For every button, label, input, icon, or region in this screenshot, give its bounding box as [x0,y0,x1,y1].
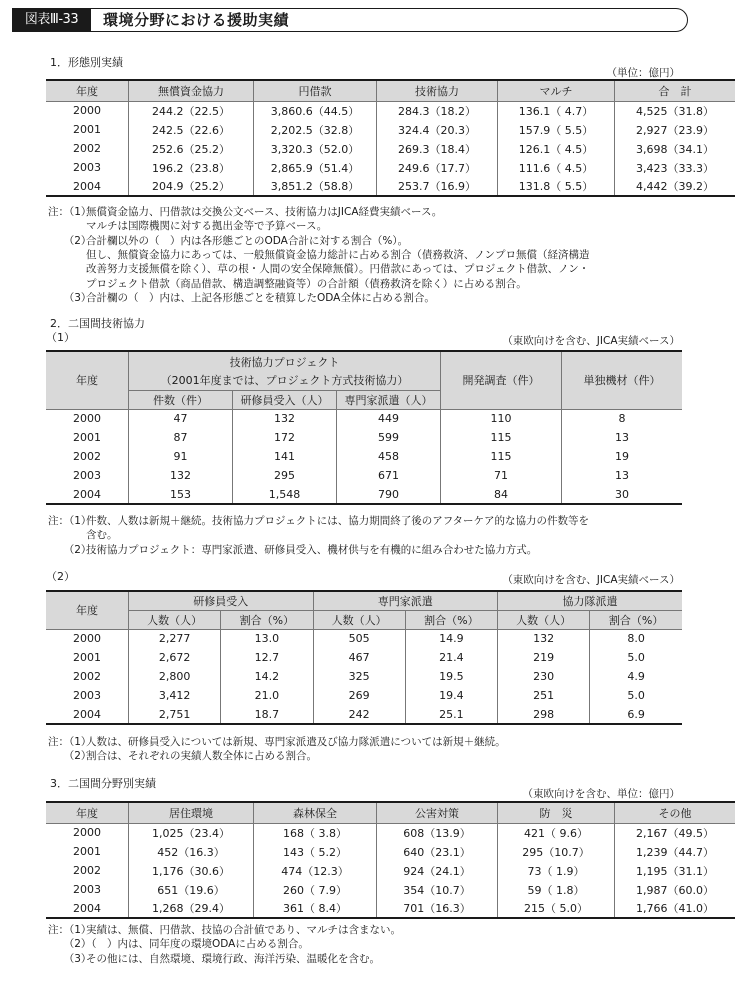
value-cell: 458 [337,447,441,466]
table-row [46,667,682,686]
value-cell: 651（19.6） [129,880,254,899]
value-cell: 2,865.9（51.4） [254,158,377,177]
value-cell: 1,548 [233,485,337,504]
table-row [46,120,735,139]
note-text: その他には、自然環境、環境行政、海洋汚染、温暖化を含む。 [86,952,380,965]
value-cell: 4,525（31.8） [615,101,735,120]
col-header: 年度 [46,80,129,101]
note-text: 技術協力プロジェクト：専門家派遣、研修員受入、機材供与を有機的に組み合わせた協力方式。 [86,543,538,556]
value-cell: 115 [441,447,562,466]
note-text: 件数、人数は新規＋継続。技術協力プロジェクトには、協力期間終了後のアフターケア的な協力の件数等を [86,515,590,527]
value-cell: 8 [562,409,683,428]
col-header: 森林保全 [254,802,377,823]
year-cell: 2004 [46,485,129,504]
col-people: 人数（人） [129,610,221,629]
value-cell: 21.4 [405,648,497,667]
note-label: （2） [48,750,92,763]
value-cell: 4.9 [590,667,682,686]
col-group-project-line1: 技術協力プロジェクト [129,351,441,371]
section-1-title: 1．形態別実績 [50,56,123,69]
value-cell: 924（24.1） [377,861,498,880]
note-text: マルチは国際機関に対する拠出金等で予算ベース。 [86,220,328,233]
value-cell: 284.3（18.2） [377,101,498,120]
col-header: 居住環境 [129,802,254,823]
value-cell: 131.8（ 5.5） [498,177,615,196]
year-cell: 2003 [46,686,129,705]
value-cell: 295 [233,466,337,485]
note-label: （2） [48,543,92,556]
value-cell: 157.9（ 5.5） [498,120,615,139]
value-cell: 253.7（16.9） [377,177,498,196]
year-cell: 2003 [46,466,129,485]
table-row [46,158,735,177]
value-cell: 3,860.6（44.5） [254,101,377,120]
table-row [46,177,735,196]
value-cell: 701（16.3） [377,899,498,918]
value-cell: 1,987（60.0） [615,880,735,899]
table-row [46,648,682,667]
value-cell: 3,423（33.3） [615,158,735,177]
year-cell: 2001 [46,428,129,447]
note-text: 合計欄の（ ）内は、上記各形態ごとを積算したODA全体に占める割合。 [86,291,435,304]
value-cell: 87 [129,428,233,447]
value-cell: 1,268（29.4） [129,899,254,918]
col-people: 人数（人） [498,610,590,629]
value-cell: 115 [441,428,562,447]
table-row [46,861,735,880]
value-cell: 8.0 [590,629,682,648]
value-cell: 47 [129,409,233,428]
note-label: 注：（1） [48,515,92,527]
value-cell: 2,927（23.9） [615,120,735,139]
value-cell: 3,320.3（52.0） [254,139,377,158]
col-year: 年度 [46,591,129,629]
note-label: 注：（1） [48,736,92,748]
col-group-volunteers: 協力隊派遣 [498,591,683,610]
col-ratio: 割合（%） [590,610,682,629]
col-ratio: 割合（%） [405,610,497,629]
value-cell: 14.9 [405,629,497,648]
value-cell: 599 [337,428,441,447]
year-cell: 2000 [46,409,129,428]
col-header: その他 [615,802,735,823]
value-cell: 196.2（23.8） [129,158,254,177]
value-cell: 111.6（ 4.5） [498,158,615,177]
value-cell: 298 [498,705,590,724]
table-row [46,629,682,648]
value-cell: 110 [441,409,562,428]
value-cell: 251 [498,686,590,705]
note-text: プロジェクト借款（商品借款、構造調整融資等）の合計額（債務救済を除く）に占める割合。 [86,277,527,290]
value-cell: 73（ 1.9） [498,861,615,880]
value-cell: 18.7 [221,705,313,724]
value-cell: 354（10.7） [377,880,498,899]
table-personnel [46,590,682,725]
note-text: 実績は、無償、円借款、技協の合計値であり、マルチは含まない。 [86,924,401,936]
table-row [46,842,735,861]
col-header: 合 計 [615,80,735,101]
note-label: 注：（1） [48,206,92,218]
value-cell: 640（23.1） [377,842,498,861]
note-text: 改善努力支援無償を除く）、草の根・人間の安全保障無償）。円借款にあっては、プロジェクト借款、ノン・ [86,263,590,276]
col-equipment: 単独機材（件） [562,351,683,409]
note-label: （2） [48,234,92,247]
note-text: 人数は、研修員受入については新規、専門家派遣及び協力隊派遣については新規＋継続。 [86,736,506,748]
value-cell: 230 [498,667,590,686]
section-2-1-label: （1） [46,331,75,344]
figure-title: 環境分野における援助実績 [103,11,290,29]
value-cell: 5.0 [590,686,682,705]
value-cell: 242 [313,705,405,724]
value-cell: 21.0 [221,686,313,705]
value-cell: 84 [441,485,562,504]
year-cell: 2003 [46,158,129,177]
col-header: 年度 [46,802,129,823]
value-cell: 421（ 9.6） [498,823,615,842]
value-cell: 2,800 [129,667,221,686]
value-cell: 269.3（18.4） [377,139,498,158]
table-row [46,880,735,899]
col-group-project-line2: （2001年度までは、プロジェクト方式技術協力） [129,371,441,390]
table-row [46,686,682,705]
col-people: 人数（人） [313,610,405,629]
value-cell: 252.6（25.2） [129,139,254,158]
col-group-experts: 専門家派遣 [313,591,498,610]
value-cell: 260（ 7.9） [254,880,377,899]
col-header: 技術協力 [377,80,498,101]
figure-label: 図表Ⅲ-33 [12,8,91,32]
value-cell: 452（16.3） [129,842,254,861]
value-cell: 153 [129,485,233,504]
year-cell: 2001 [46,120,129,139]
col-cases: 件数（件） [129,390,233,409]
value-cell: 132 [129,466,233,485]
value-cell: 1,195（31.1） [615,861,735,880]
section-3-title: 3．二国間分野別実績 [50,777,156,790]
table-row [46,139,735,158]
year-cell: 2000 [46,629,129,648]
year-cell: 2004 [46,705,129,724]
value-cell: 14.2 [221,667,313,686]
note-text: （ ）内は、同年度の環境ODAに占める割合。 [86,938,309,951]
value-cell: 1,025（23.4） [129,823,254,842]
col-dev-survey: 開発調査（件） [441,351,562,409]
year-cell: 2003 [46,880,129,899]
value-cell: 5.0 [590,648,682,667]
value-cell: 608（13.9） [377,823,498,842]
value-cell: 25.1 [405,705,497,724]
col-header: 公害対策 [377,802,498,823]
table-by-sector [46,801,735,919]
year-cell: 2001 [46,842,129,861]
value-cell: 143（ 5.2） [254,842,377,861]
col-header: 円借款 [254,80,377,101]
year-cell: 2001 [46,648,129,667]
table-row [46,823,735,842]
value-cell: 59（ 1.8） [498,880,615,899]
value-cell: 467 [313,648,405,667]
year-cell: 2000 [46,101,129,120]
section-2-2-label: （2） [46,570,75,583]
year-cell: 2000 [46,823,129,842]
value-cell: 1,766（41.0） [615,899,735,918]
value-cell: 790 [337,485,441,504]
note-label: 注：（1） [48,924,92,936]
value-cell: 2,202.5（32.8） [254,120,377,139]
col-ratio: 割合（%） [221,610,313,629]
table-row [46,485,682,504]
value-cell: 71 [441,466,562,485]
col-header: 無償資金協力 [129,80,254,101]
col-group-trainees: 研修員受入 [129,591,314,610]
value-cell: 1,176（30.6） [129,861,254,880]
note-text: 含む。 [86,529,118,542]
value-cell: 3,698（34.1） [615,139,735,158]
table-row [46,409,682,428]
value-cell: 244.2（22.5） [129,101,254,120]
value-cell: 3,851.2（58.8） [254,177,377,196]
value-cell: 242.5（22.6） [129,120,254,139]
value-cell: 474（12.3） [254,861,377,880]
col-header: 防 災 [498,802,615,823]
section-1-unit: （単位：億円） [606,67,680,79]
note-text: 無償資金協力、円借款は交換公文ベース、技術協力はJICA経費実績ベース。 [86,206,443,218]
value-cell: 204.9（25.2） [129,177,254,196]
note-label: （3） [48,952,92,965]
value-cell: 2,672 [129,648,221,667]
note-text: 割合は、それぞれの実績人数全体に占める割合。 [86,750,317,763]
note-text: 但し、無償資金協力にあっては、一般無償資金協力総計に占める割合（債務救済、ノンプロ無償（経済構造 [86,248,590,261]
value-cell: 136.1（ 4.7） [498,101,615,120]
value-cell: 361（ 8.4） [254,899,377,918]
value-cell: 13 [562,466,683,485]
year-cell: 2004 [46,177,129,196]
note-text: 合計欄以外の（ ）内は各形態ごとのODA合計に対する割合（%）。 [86,234,409,247]
value-cell: 671 [337,466,441,485]
year-cell: 2002 [46,667,129,686]
value-cell: 219 [498,648,590,667]
figure-header [12,8,688,32]
value-cell: 2,751 [129,705,221,724]
value-cell: 91 [129,447,233,466]
col-header: マルチ [498,80,615,101]
value-cell: 126.1（ 4.5） [498,139,615,158]
value-cell: 19.4 [405,686,497,705]
value-cell: 6.9 [590,705,682,724]
value-cell: 132 [233,409,337,428]
value-cell: 1,239（44.7） [615,842,735,861]
value-cell: 3,412 [129,686,221,705]
section-2-2-unit: （東欧向けを含む、JICA実績ベース） [502,574,680,586]
value-cell: 295（10.7） [498,842,615,861]
year-cell: 2002 [46,139,129,158]
table-tech-coop [46,350,682,505]
col-experts: 専門家派遣（人） [337,390,441,409]
section-2-1-unit: （東欧向けを含む、JICA実績ベース） [502,335,680,347]
note-label: （3） [48,291,92,304]
value-cell: 13.0 [221,629,313,648]
table-row [46,428,682,447]
table-row [46,101,735,120]
section-2-title: 2．二国間技術協力 [50,317,145,330]
section-3-unit: （東欧向けを含む、単位：億円） [522,788,680,800]
value-cell: 249.6（17.7） [377,158,498,177]
value-cell: 2,167（49.5） [615,823,735,842]
col-year: 年度 [46,351,129,409]
table-row [46,447,682,466]
value-cell: 30 [562,485,683,504]
value-cell: 449 [337,409,441,428]
value-cell: 19 [562,447,683,466]
value-cell: 141 [233,447,337,466]
value-cell: 4,442（39.2） [615,177,735,196]
value-cell: 13 [562,428,683,447]
table-by-type [46,79,735,197]
table-row [46,466,682,485]
year-cell: 2004 [46,899,129,918]
value-cell: 132 [498,629,590,648]
year-cell: 2002 [46,447,129,466]
value-cell: 505 [313,629,405,648]
year-cell: 2002 [46,861,129,880]
table-row [46,899,735,918]
col-trainees: 研修員受入（人） [233,390,337,409]
value-cell: 12.7 [221,648,313,667]
note-label: （2） [48,938,92,951]
value-cell: 215（ 5.0） [498,899,615,918]
value-cell: 168（ 3.8） [254,823,377,842]
value-cell: 19.5 [405,667,497,686]
value-cell: 2,277 [129,629,221,648]
value-cell: 172 [233,428,337,447]
value-cell: 269 [313,686,405,705]
table-row [46,705,682,724]
value-cell: 324.4（20.3） [377,120,498,139]
value-cell: 325 [313,667,405,686]
